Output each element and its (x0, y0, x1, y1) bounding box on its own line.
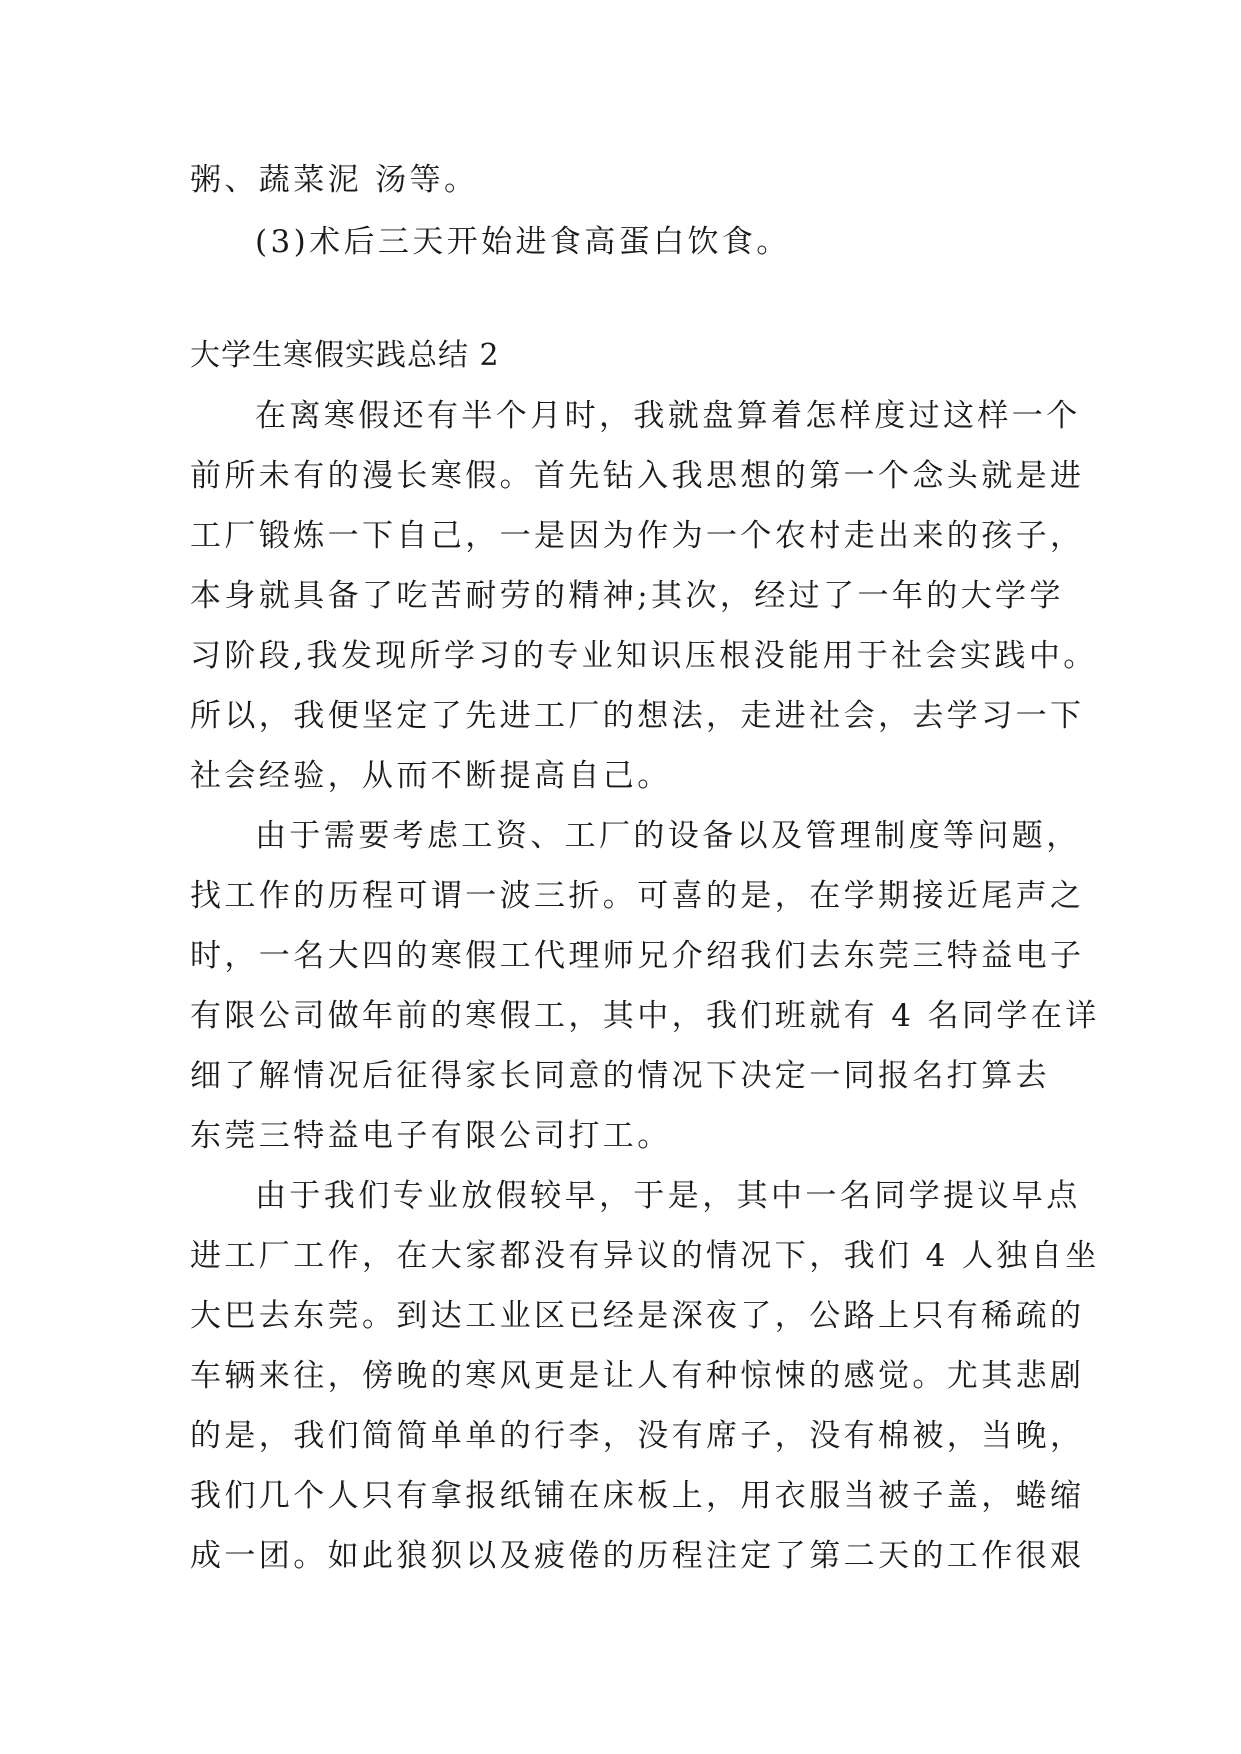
text-line: 细了解情况后征得家长同意的情况下决定一同报名打算去 (190, 1058, 1050, 1094)
text-line: 有限公司做年前的寒假工，其中，我们班就有 4 名同学在详 (190, 998, 1100, 1034)
text-line: 所以，我便坚定了先进工厂的想法，走进社会，去学习一下 (190, 698, 1085, 734)
text-line: 东莞三特益电子有限公司打工。 (190, 1118, 672, 1154)
text-line: 时，一名大四的寒假工代理师兄介绍我们去东莞三特益电子 (190, 938, 1085, 974)
text-line: 工厂锻炼一下自己，一是因为作为一个农村走出来的孩子， (190, 518, 1085, 554)
text-line: 进工厂工作，在大家都没有异议的情况下，我们 4 人独自坐 (190, 1238, 1100, 1274)
text-line: (3)术后三天开始进食高蛋白饮食。 (255, 224, 791, 260)
text-line: 社会经验，从而不断提高自己。 (190, 758, 672, 794)
text-line: 车辆来往，傍晚的寒风更是让人有种惊悚的感觉。尤其悲剧 (190, 1358, 1085, 1394)
text-line: 大巴去东莞。到达工业区已经是深夜了，公路上只有稀疏的 (190, 1298, 1085, 1334)
text-line: 本身就具备了吃苦耐劳的精神;其次，经过了一年的大学学 (190, 578, 1064, 614)
text-line: 我们几个人只有拿报纸铺在床板上，用衣服当被子盖，蜷缩 (190, 1478, 1085, 1514)
text-line: 习阶段,我发现所学习的专业知识压根没能用于社会实践中。 (190, 638, 1098, 674)
text-line: 前所未有的漫长寒假。首先钻入我思想的第一个念头就是进 (190, 458, 1085, 494)
section-title: 大学生寒假实践总结 2 (190, 338, 500, 373)
text-line: 找工作的历程可谓一波三折。可喜的是，在学期接近尾声之 (190, 878, 1085, 914)
text-line: 成一团。如此狼狈以及疲倦的历程注定了第二天的工作很艰 (190, 1538, 1085, 1574)
text-line: 由于我们专业放假较早，于是，其中一名同学提议早点 (255, 1178, 1081, 1214)
text-line: 由于需要考虑工资、工厂的设备以及管理制度等问题， (255, 818, 1081, 854)
text-line: 在离寒假还有半个月时，我就盘算着怎样度过这样一个 (255, 398, 1081, 434)
text-line: 的是，我们简简单单的行李，没有席子，没有棉被，当晚， (190, 1418, 1085, 1454)
text-line: 粥、蔬菜泥 汤等。 (190, 162, 479, 198)
